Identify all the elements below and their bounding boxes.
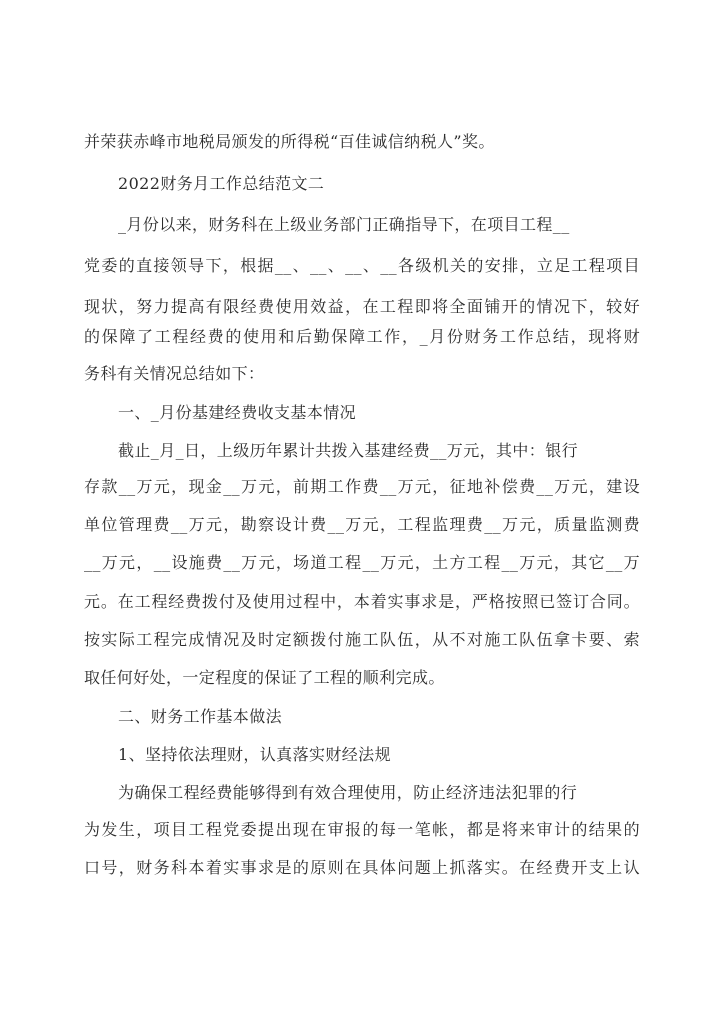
paragraph-line: 为发生，项目工程党委提出现在审报的每一笔帐，都是将来审计的结果的 (84, 820, 640, 839)
paragraph-line: 务科有关情况总结如下： (84, 364, 265, 383)
section-heading-2: 二、财务工作基本做法 (118, 707, 283, 726)
subsection-heading-1: 1、坚持依法理财，认真落实财经法规 (118, 745, 391, 764)
paragraph-line: __万元，__设施费__万元，场道工程__万元，土方工程__万元，其它__万 (84, 553, 640, 572)
paragraph-line: 为确保工程经费能够得到有效合理使用，防止经济违法犯罪的行 (118, 783, 578, 802)
paragraph-line: 现状，努力提高有限经费使用效益，在工程即将全面铺开的情况下，较好 (84, 297, 640, 316)
paragraph-line: 取任何好处，一定程度的保证了工程的顺利完成。 (84, 668, 445, 687)
paragraph-line: 党委的直接领导下，根据__、__、__、__各级机关的安排，立足工程项目 (84, 256, 640, 275)
section-heading-title: 2022财务月工作总结范文二 (118, 174, 325, 193)
section-heading-1: 一、_月份基建经费收支基本情况 (118, 403, 357, 422)
paragraph-line: 存款__万元，现金__万元，前期工作费__万元，征地补偿费__万元，建设 (84, 477, 640, 496)
paragraph-line: 元。在工程经费拨付及使用过程中，本着实事求是，严格按照已签订合同。 (84, 592, 640, 611)
paragraph-line: 单位管理费__万元，勘察设计费__万元，工程监理费__万元，质量监测费 (84, 515, 640, 534)
paragraph-line: _月份以来，财务科在上级业务部门正确指导下，在项目工程__ (118, 215, 570, 234)
paragraph-line: 口号，财务科本着实事求是的原则在具体问题上抓落实。在经费开支上认 (84, 858, 640, 877)
paragraph-line: 按实际工程完成情况及时定额拨付施工队伍，从不对施工队伍拿卡要、索 (84, 630, 640, 649)
paragraph-line-award: 并荣获赤峰市地税局颁发的所得税“百佳诚信纳税人”奖。 (84, 132, 495, 151)
paragraph-line: 的保障了工程经费的使用和后勤保障工作，_月份财务工作总结，现将财 (84, 327, 640, 346)
paragraph-line: 截止_月_日，上级历年累计共拨入基建经费__万元，其中：银行 (118, 441, 579, 460)
